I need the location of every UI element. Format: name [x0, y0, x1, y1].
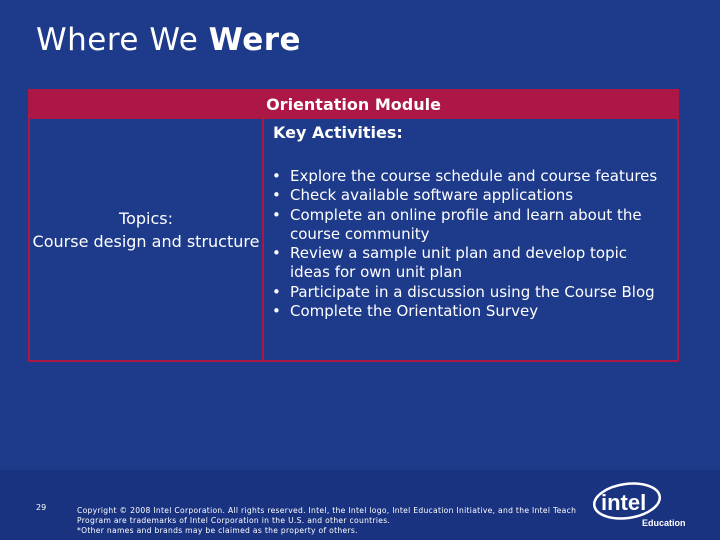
bullet-icon: • [272, 282, 281, 301]
copyright-line: Program are trademarks of Intel Corporation in the U.S. and other countries. [77, 516, 391, 525]
page-number: 29 [36, 503, 47, 512]
list-item [270, 244, 670, 283]
bullet-icon: • [272, 205, 281, 224]
activity-text: Check available software applications [290, 186, 574, 205]
bullet-icon: • [272, 302, 281, 321]
list-item [270, 302, 670, 321]
copyright-line: *Other names and brands may be claimed as the property of others. [77, 526, 358, 535]
slide-title [36, 22, 301, 58]
bullet-icon: • [272, 167, 281, 185]
activities-list [270, 167, 670, 321]
topics-text: Course design and structure [32, 232, 260, 251]
list-item [270, 206, 670, 245]
topics-cell [30, 207, 262, 253]
list-item [270, 186, 670, 205]
column-divider [262, 119, 264, 360]
list-item [270, 283, 670, 302]
module-header [28, 89, 679, 119]
slide-title-regular: Where We [36, 22, 209, 58]
activity-text: Review a sample unit plan and develop topic ideas for own unit plan [290, 244, 628, 282]
module-table [28, 119, 679, 362]
list-item [270, 167, 670, 186]
copyright-notice [77, 506, 582, 536]
logo-wordmark: intel [601, 490, 647, 515]
logo-subtext: Education [642, 518, 686, 528]
activity-text: Explore the course schedule and course features [290, 167, 658, 185]
bullet-icon: • [272, 186, 281, 205]
copyright-line: Copyright © 2008 Intel Corporation. All rights reserved. Intel, the Intel logo, Intel Education Initiative, and the Intel Teach [77, 506, 577, 515]
activity-text: Complete the Orientation Survey [290, 302, 539, 321]
topics-label: Topics: [119, 209, 173, 228]
activity-text: Complete an online profile and learn about the course community [290, 205, 642, 243]
module-header-label: Orientation Module [266, 94, 441, 114]
slide-title-bold: Were [208, 22, 302, 58]
activity-text: Participate in a discussion using the Course Blog [290, 282, 655, 301]
bullet-icon: • [272, 244, 281, 263]
activities-title: Key Activities: [273, 123, 403, 142]
intel-education-logo [592, 480, 688, 530]
